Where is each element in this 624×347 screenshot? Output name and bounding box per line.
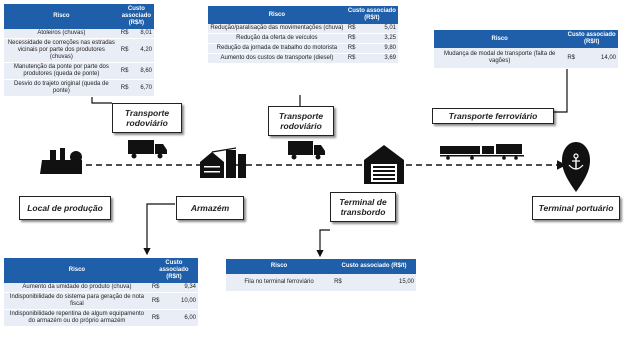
table-row [208,24,398,34]
risk-cell: Aumento da umidade do produto (chuva) [4,283,150,293]
value-cell: 5,01 [368,24,398,34]
value-cell: 9,80 [368,44,398,54]
label-terminal-portuario: Terminal portuário [532,196,620,220]
col-risk-header: Risco [208,6,346,24]
risk-table-transporte-rodoviario-2 [208,6,398,64]
value-cell: 3,69 [368,54,398,64]
risk-table-terminal-transbordo [226,259,416,292]
risk-table-transporte-ferroviario [434,30,618,69]
truck-icon [128,140,167,159]
col-risk-header: Risco [4,4,119,29]
risk-cell: Manutenção da ponte por parte dos produtores (queda de ponte) [4,63,119,80]
currency-cell: R$ [150,310,168,327]
value-cell: 14,00 [585,48,618,69]
risk-cell: Fila no terminal ferroviário [226,274,332,292]
table-row [208,54,398,64]
factory-icon [40,148,82,174]
table-row [208,34,398,44]
currency-cell: R$ [346,34,368,44]
value-cell: 4,20 [134,39,154,63]
label-transporte-rodoviario-2: Transporte rodoviário [268,106,334,136]
value-cell: 8,01 [134,29,154,39]
table-row [4,80,154,97]
table-row [4,63,154,80]
col-cost-header: Custo associado (R$/t) [346,6,398,24]
currency-cell: R$ [346,44,368,54]
value-cell: 9,34 [168,283,198,293]
table-row [4,29,154,39]
risk-cell: Desvio do trajeto original (queda de ponte) [4,80,119,97]
risk-table-transporte-rodoviario-1 [4,4,154,97]
risk-cell: Redução/paralisação das movimentações (chuva) [208,24,346,34]
label-local-de-producao: Local de produção [19,196,111,220]
risk-cell: Indisponibilidade do sistema para geração de nota fiscal [4,293,150,310]
risk-cell: Atoleiros (chuvas) [4,29,119,39]
col-risk-header: Risco [226,259,332,274]
table-row [4,39,154,63]
risk-cell: Redução da oferta de veículos [208,34,346,44]
col-risk-header: Risco [4,258,150,283]
currency-cell: R$ [150,283,168,293]
currency-cell: R$ [119,39,134,63]
value-cell: 10,00 [168,293,198,310]
value-cell: 3,25 [368,34,398,44]
port-anchor-icon [562,142,590,192]
col-cost-header: Custo associado (R$/t) [119,4,154,29]
risk-cell: Aumento dos custos de transporte (diesel) [208,54,346,64]
currency-cell: R$ [332,274,364,292]
connector-t1 [92,96,112,103]
col-cost-header: Custo associado (R$/t) [150,258,198,283]
risk-table-armazem [4,258,198,327]
connector-t4 [147,204,175,254]
col-cost-header: Custo associado (R$/t) [332,259,416,274]
label-terminal-de-transbordo: Terminal de transbordo [330,192,396,222]
col-cost-header: Custo associado (R$/t) [565,30,618,48]
col-risk-header: Risco [434,30,565,48]
label-transporte-ferroviario: Transporte ferroviário [432,108,554,124]
risk-cell: Indisponibilidade repentina de algum equipamento do armazém ou do próprio armazém [4,310,150,327]
label-armazem: Armazém [176,196,244,220]
silo-icon [200,148,246,178]
value-cell: 6,00 [168,310,198,327]
risk-cell: Necessidade de correções nas estradas vicinais por parte dos produtores (chuvas) [4,39,119,63]
currency-cell: R$ [150,293,168,310]
warehouse-icon [364,145,404,184]
connector-t5 [320,230,330,256]
risk-cell: Mudança de modal de transporte (falta de vagões) [434,48,565,69]
table-row [226,274,416,292]
table-row [434,48,618,69]
train-icon [440,144,524,160]
currency-cell: R$ [346,24,368,34]
currency-cell: R$ [119,80,134,97]
label-transporte-rodoviario-1: Transporte rodoviário [112,103,182,133]
table-row [4,310,198,327]
risk-cell: Redução da jornada de trabalho do motorista [208,44,346,54]
connector-t3 [553,68,567,112]
value-cell: 6,70 [134,80,154,97]
table-row [4,293,198,310]
truck-icon-2 [288,141,325,160]
currency-cell: R$ [119,63,134,80]
value-cell: 15,00 [364,274,416,292]
table-row [4,283,198,293]
value-cell: 8,60 [134,63,154,80]
table-row [208,44,398,54]
currency-cell: R$ [565,48,585,69]
currency-cell: R$ [119,29,134,39]
currency-cell: R$ [346,54,368,64]
